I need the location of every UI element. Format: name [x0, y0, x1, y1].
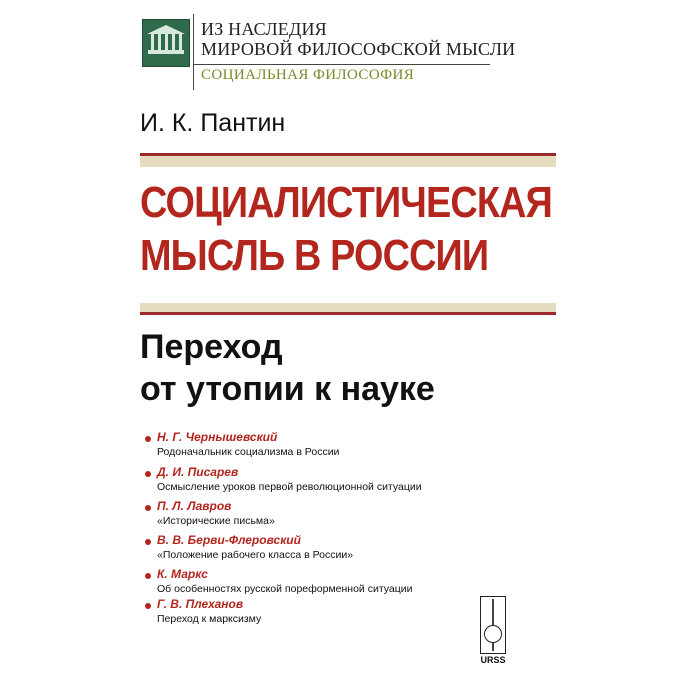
bullet-icon: [145, 471, 151, 477]
globe-icon: [484, 625, 502, 643]
subtitle-line2: от утопии к науке: [140, 370, 435, 408]
thinker-name: П. Л. Лавров: [157, 499, 232, 513]
bullet-icon: [145, 539, 151, 545]
series-title-line1: ИЗ НАСЛЕДИЯ: [201, 19, 327, 39]
decorative-band-top: [140, 153, 556, 167]
bullet-icon: [145, 436, 151, 442]
series-divider-vertical: [193, 14, 194, 90]
thinker-name: Д. И. Писарев: [157, 465, 239, 479]
decorative-band-bottom: [140, 303, 556, 315]
thinker-description: Об особенностях русской пореформенной ситуации: [157, 583, 413, 595]
series-title-line2: МИРОВОЙ ФИЛОСОФСКОЙ МЫСЛИ: [201, 39, 516, 59]
author-name: И. К. Пантин: [140, 109, 286, 137]
bullet-icon: [145, 603, 151, 609]
series-divider-horizontal: [193, 64, 490, 65]
bullet-icon: [145, 573, 151, 579]
thinker-name: Г. В. Плеханов: [157, 597, 244, 611]
series-logo-icon: [142, 19, 190, 67]
book-title-line2: МЫСЛЬ В РОССИИ: [140, 231, 489, 280]
book-title-line1: СОЦИАЛИСТИЧЕСКАЯ: [140, 178, 552, 227]
bullet-icon: [145, 505, 151, 511]
thinker-name: Н. Г. Чернышевский: [157, 430, 278, 444]
thinker-description: Переход к марксизму: [157, 613, 262, 625]
thinker-description: Осмысление уроков первой революционной ситуации: [157, 481, 422, 493]
publisher-logo-icon: [480, 596, 506, 654]
thinker-name: К. Маркс: [157, 567, 208, 581]
thinker-description: «Исторические письма»: [157, 515, 275, 527]
publisher-name: URSS: [480, 655, 506, 665]
subtitle-line1: Переход: [140, 328, 283, 366]
thinker-name: В. В. Берви-Флеровский: [157, 533, 301, 547]
thinker-description: «Положение рабочего класса в России»: [157, 549, 354, 561]
thinker-description: Родоначальник социализма в России: [157, 446, 340, 458]
subseries-title: СОЦИАЛЬНАЯ ФИЛОСОФИЯ: [201, 67, 415, 83]
